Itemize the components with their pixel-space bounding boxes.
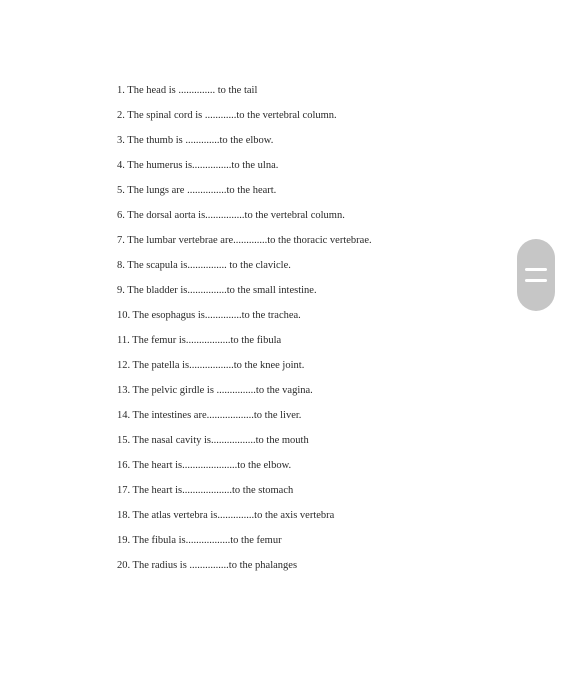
question-item: 7. The lumbar vertebrae are.............to the thoracic vertebrae. (117, 235, 372, 246)
question-item: 4. The humerus is...............to the ulna. (117, 160, 279, 171)
question-item: 10. The esophagus is..............to the trachea. (117, 310, 301, 321)
drag-handle-icon (525, 268, 547, 271)
question-item: 1. The head is .............. to the tail (117, 85, 258, 96)
question-item: 5. The lungs are ...............to the heart. (117, 185, 277, 196)
question-item: 18. The atlas vertebra is..............to the axis vertebra (117, 510, 335, 521)
question-item: 12. The patella is.................to the knee joint. (117, 360, 305, 371)
question-item: 14. The intestines are..................to the liver. (117, 410, 302, 421)
question-item: 3. The thumb is .............to the elbow. (117, 135, 274, 146)
question-item: 20. The radius is ...............to the phalanges (117, 560, 298, 571)
question-item: 6. The dorsal aorta is...............to the vertebral column. (117, 210, 345, 221)
scroll-handle[interactable] (517, 239, 555, 311)
question-item: 17. The heart is...................to the stomach (117, 485, 294, 496)
question-item: 16. The heart is.....................to the elbow. (117, 460, 292, 471)
question-item: 8. The scapula is............... to the clavicle. (117, 260, 291, 271)
question-item: 2. The spinal cord is ............to the vertebral column. (117, 110, 337, 121)
question-item: 15. The nasal cavity is.................to the mouth (117, 435, 309, 446)
question-item: 9. The bladder is...............to the small intestine. (117, 285, 317, 296)
question-item: 13. The pelvic girdle is ...............to the vagina. (117, 385, 313, 396)
question-item: 19. The fibula is.................to the femur (117, 535, 282, 546)
question-item: 11. The femur is.................to the fibula (117, 335, 282, 346)
drag-handle-icon (525, 279, 547, 282)
question-list (117, 82, 477, 582)
